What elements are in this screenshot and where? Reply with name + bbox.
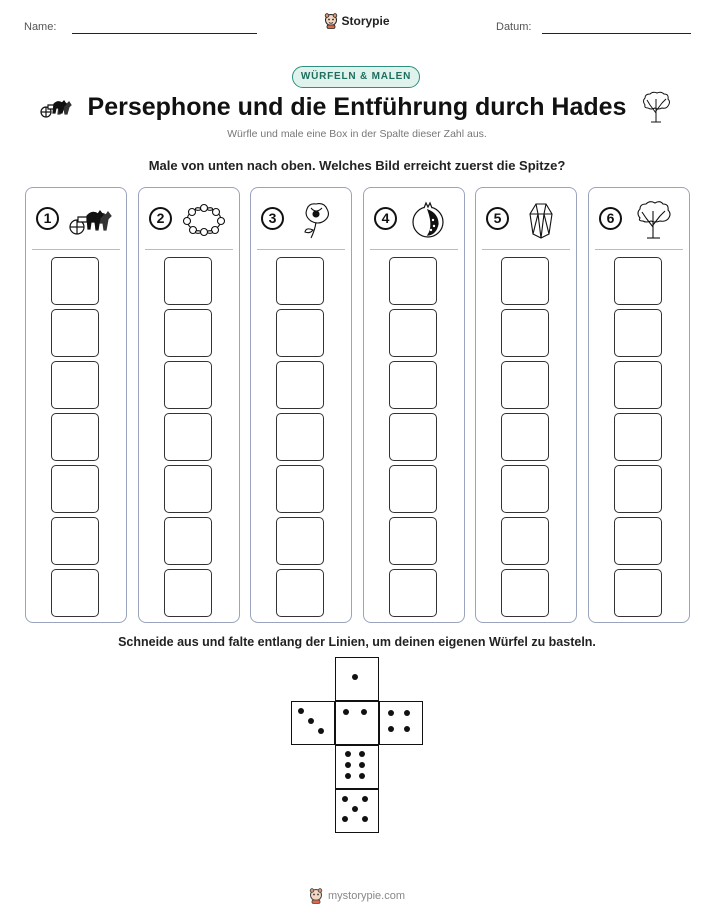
color-box[interactable] xyxy=(389,569,437,617)
dice-pip xyxy=(359,773,365,779)
color-box[interactable] xyxy=(164,569,212,617)
color-box[interactable] xyxy=(276,361,324,409)
color-box[interactable] xyxy=(389,517,437,565)
color-box[interactable] xyxy=(501,569,549,617)
color-box[interactable] xyxy=(276,413,324,461)
color-box[interactable] xyxy=(164,465,212,513)
footer xyxy=(0,888,714,907)
color-box[interactable] xyxy=(276,257,324,305)
dice-face-1 xyxy=(335,657,379,701)
flower-wreath-icon xyxy=(181,200,227,240)
color-box[interactable] xyxy=(501,413,549,461)
dice-pip xyxy=(345,762,351,768)
column-divider xyxy=(482,249,570,250)
dice-face-2 xyxy=(335,701,379,745)
crystal-icon xyxy=(518,200,564,240)
dice-pip xyxy=(404,710,410,716)
column-5 xyxy=(475,187,577,623)
color-box[interactable] xyxy=(276,517,324,565)
color-box[interactable] xyxy=(389,465,437,513)
dice-pip xyxy=(359,751,365,757)
game-instruction: Male von unten nach oben. Welches Bild erreicht zuerst die Spitze? xyxy=(148,158,566,173)
column-divider xyxy=(145,249,233,250)
column-number: 1 xyxy=(36,207,59,230)
column-number: 5 xyxy=(486,207,509,230)
dice-pip xyxy=(361,709,367,715)
tree-icon xyxy=(631,200,677,240)
color-box[interactable] xyxy=(276,465,324,513)
dice-face-5 xyxy=(335,789,379,833)
storypie-mascot-icon xyxy=(324,13,338,29)
color-box[interactable] xyxy=(614,257,662,305)
color-box[interactable] xyxy=(501,465,549,513)
column-6 xyxy=(588,187,690,623)
color-box[interactable] xyxy=(501,257,549,305)
dice-pip xyxy=(359,762,365,768)
page-title: Persephone und die Entführung durch Hades xyxy=(87,93,627,121)
brand-logo xyxy=(0,13,714,32)
color-box[interactable] xyxy=(501,361,549,409)
color-box[interactable] xyxy=(164,309,212,357)
color-box[interactable] xyxy=(164,257,212,305)
dice-pip xyxy=(345,751,351,757)
dice-pip xyxy=(308,718,314,724)
dice-pip xyxy=(404,726,410,732)
color-box[interactable] xyxy=(51,257,99,305)
category-badge: WÜRFELN & MALEN xyxy=(292,66,420,88)
color-box[interactable] xyxy=(51,569,99,617)
color-box[interactable] xyxy=(614,517,662,565)
title-tree-icon xyxy=(641,91,671,123)
column-divider xyxy=(32,249,120,250)
color-box[interactable] xyxy=(389,257,437,305)
dice-pip xyxy=(362,796,368,802)
dice-pip xyxy=(345,773,351,779)
color-box[interactable] xyxy=(614,309,662,357)
column-1 xyxy=(25,187,127,623)
color-box[interactable] xyxy=(164,413,212,461)
column-3 xyxy=(250,187,352,623)
storypie-mascot-icon xyxy=(309,888,323,904)
column-2 xyxy=(138,187,240,623)
dice-face-3 xyxy=(291,701,335,745)
dice-pip xyxy=(342,816,348,822)
poppy-flower-icon xyxy=(293,200,339,240)
color-box[interactable] xyxy=(276,309,324,357)
color-box[interactable] xyxy=(51,309,99,357)
footer-url[interactable]: mystorypie.com xyxy=(327,890,406,902)
column-4 xyxy=(363,187,465,623)
dice-pip xyxy=(342,796,348,802)
date-line[interactable] xyxy=(542,33,691,34)
color-box[interactable] xyxy=(614,361,662,409)
name-label: Name: xyxy=(24,21,57,33)
dice-pip xyxy=(318,728,324,734)
color-box[interactable] xyxy=(501,517,549,565)
dice-face-6 xyxy=(335,745,379,789)
column-number: 2 xyxy=(149,207,172,230)
dice-pip xyxy=(352,674,358,680)
color-box[interactable] xyxy=(276,569,324,617)
column-divider xyxy=(257,249,345,250)
color-box[interactable] xyxy=(614,413,662,461)
color-box[interactable] xyxy=(389,413,437,461)
color-box[interactable] xyxy=(614,569,662,617)
color-box[interactable] xyxy=(51,413,99,461)
dice-pip xyxy=(388,710,394,716)
dice-face-4 xyxy=(379,701,423,745)
color-box[interactable] xyxy=(389,309,437,357)
color-box[interactable] xyxy=(51,465,99,513)
color-box[interactable] xyxy=(164,361,212,409)
dice-pip xyxy=(298,708,304,714)
dice-pip xyxy=(388,726,394,732)
color-box[interactable] xyxy=(164,517,212,565)
color-box[interactable] xyxy=(51,361,99,409)
color-box[interactable] xyxy=(614,465,662,513)
column-divider xyxy=(370,249,458,250)
chariot-icon xyxy=(68,200,114,240)
dice-pip xyxy=(352,806,358,812)
cut-instruction: Schneide aus und falte entlang der Linien, um deinen eigenen Würfel zu basteln. xyxy=(118,635,596,649)
pomegranate-icon xyxy=(406,200,452,240)
column-number: 4 xyxy=(374,207,397,230)
column-number: 6 xyxy=(599,207,622,230)
dice-pip xyxy=(343,709,349,715)
color-box[interactable] xyxy=(501,309,549,357)
date-label: Datum: xyxy=(496,21,532,33)
page-subtitle: Würfle und male eine Box in der Spalte dieser Zahl aus. xyxy=(227,128,487,140)
color-box[interactable] xyxy=(389,361,437,409)
brand-name: Storypie xyxy=(341,14,390,28)
color-box[interactable] xyxy=(51,517,99,565)
name-line[interactable] xyxy=(72,33,257,34)
column-divider xyxy=(595,249,683,250)
dice-pip xyxy=(362,816,368,822)
column-number: 3 xyxy=(261,207,284,230)
